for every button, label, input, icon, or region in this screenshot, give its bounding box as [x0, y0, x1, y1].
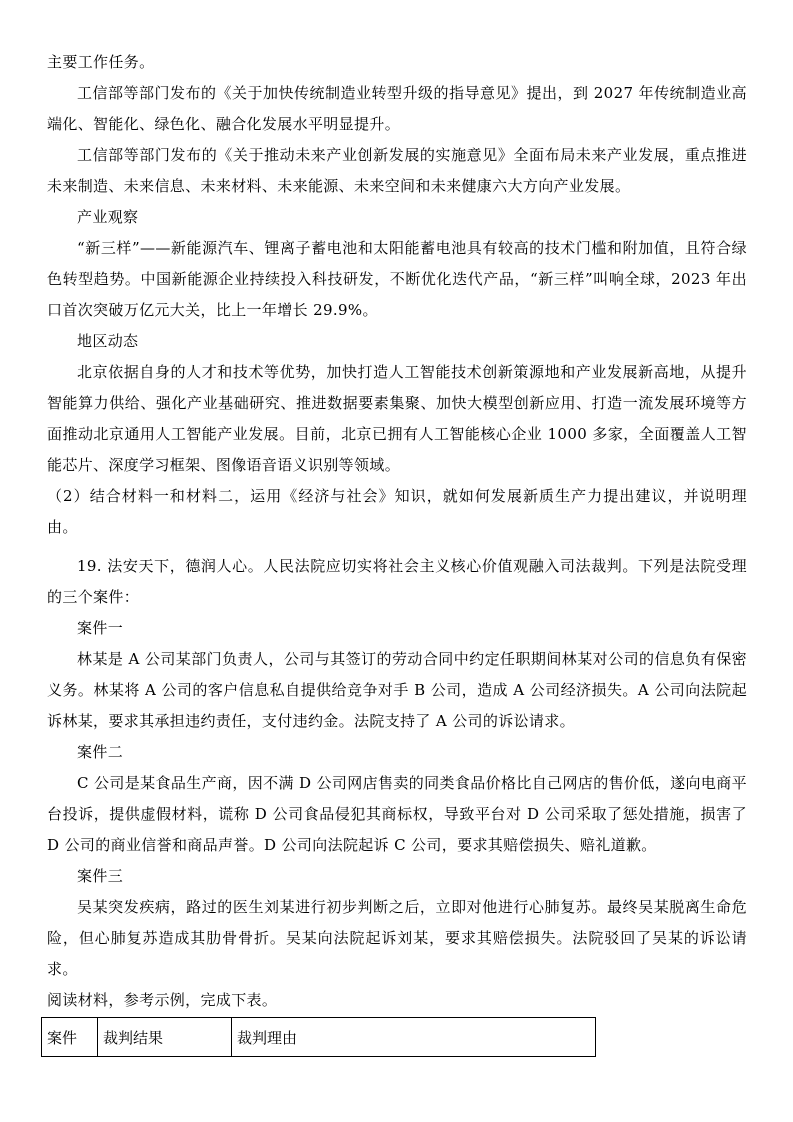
- paragraph: 工信部等部门发布的《关于加快传统制造业转型升级的指导意见》提出，到 2027 年传统制造业高端化、智能化、绿色化、融合化发展水平明显提升。: [47, 84, 747, 133]
- paragraph: “新三样”——新能源汽车、锂离子蓄电池和太阳能蓄电池具有较高的技术门槛和附加值，且符合绿色转型趋势。中国新能源企业持续投入科技研发，不断优化迭代产品，“新三样”叫响全球，2023 年出口首次突破万亿元大关，比上一年增长 29.9%。: [47, 239, 747, 319]
- case-heading: 案件一: [77, 619, 124, 637]
- document-body: [47, 0, 747, 1015]
- question-2: （2）结合材料一和材料二，运用《经济与社会》知识，就如何发展新质生产力提出建议，并说明理由。: [47, 487, 747, 536]
- case-heading: 案件二: [77, 743, 124, 761]
- table-header-reason: 裁判理由: [232, 1018, 596, 1057]
- paragraph: 北京依据自身的人才和技术等优势，加快打造人工智能技术创新策源地和产业发展新高地，从提升智能算力供给、强化产业基础研究、推进数据要素集聚、加快大模型创新应用、打造一流发展环境等方面推动北京通用人工智能产业发展。目前，北京已拥有人工智能核心企业 1000 多家，全面覆盖人工智能芯片、深度学习框架、图像语音语义识别等领域。: [47, 363, 747, 474]
- instruction: 阅读材料，参考示例，完成下表。: [47, 991, 278, 1009]
- case-heading: 案件三: [77, 867, 124, 885]
- paragraph: 吴某突发疾病，路过的医生刘某进行初步判断之后，立即对他进行心肺复苏。最终吴某脱离生命危险，但心肺复苏造成其肋骨骨折。吴某向法院起诉刘某，要求其赔偿损失。法院驳回了吴某的诉讼请求。: [47, 898, 747, 978]
- paragraph: 林某是 A 公司某部门负责人，公司与其签订的劳动合同中约定任职期间林某对公司的信息负有保密义务。林某将 A 公司的客户信息私自提供给竞争对手 B 公司，造成 A 公司经济损失。A 公司向法院起诉林某，要求其承担违约责任，支付违约金。法院支持了 A 公司的诉讼请求。: [47, 650, 747, 730]
- table-header-case: 案件: [42, 1018, 98, 1057]
- table-header-row: [42, 1018, 596, 1057]
- paragraph: 工信部等部门发布的《关于推动未来产业创新发展的实施意见》全面布局未来产业发展，重点推进未来制造、未来信息、未来材料、未来能源、未来空间和未来健康六大方向产业发展。: [47, 146, 747, 195]
- question-19: 19. 法安天下，德润人心。人民法院应切实将社会主义核心价值观融入司法裁判。下列是法院受理的三个案件：: [47, 557, 747, 606]
- table-header-verdict: 裁判结果: [98, 1018, 232, 1057]
- section-heading: 产业观察: [77, 208, 139, 226]
- paragraph: 主要工作任务。: [47, 53, 155, 71]
- section-heading: 地区动态: [77, 332, 139, 350]
- answer-table: [41, 1017, 596, 1057]
- paragraph: C 公司是某食品生产商，因不满 D 公司网店售卖的同类食品价格比自己网店的售价低，遂向电商平台投诉，提供虚假材料，谎称 D 公司食品侵犯其商标权，导致平台对 D 公司采取了惩处措施，损害了 D 公司的商业信誉和商品声誉。D 公司向法院起诉 C 公司，要求其赔偿损失、赔礼道歉。: [47, 774, 747, 854]
